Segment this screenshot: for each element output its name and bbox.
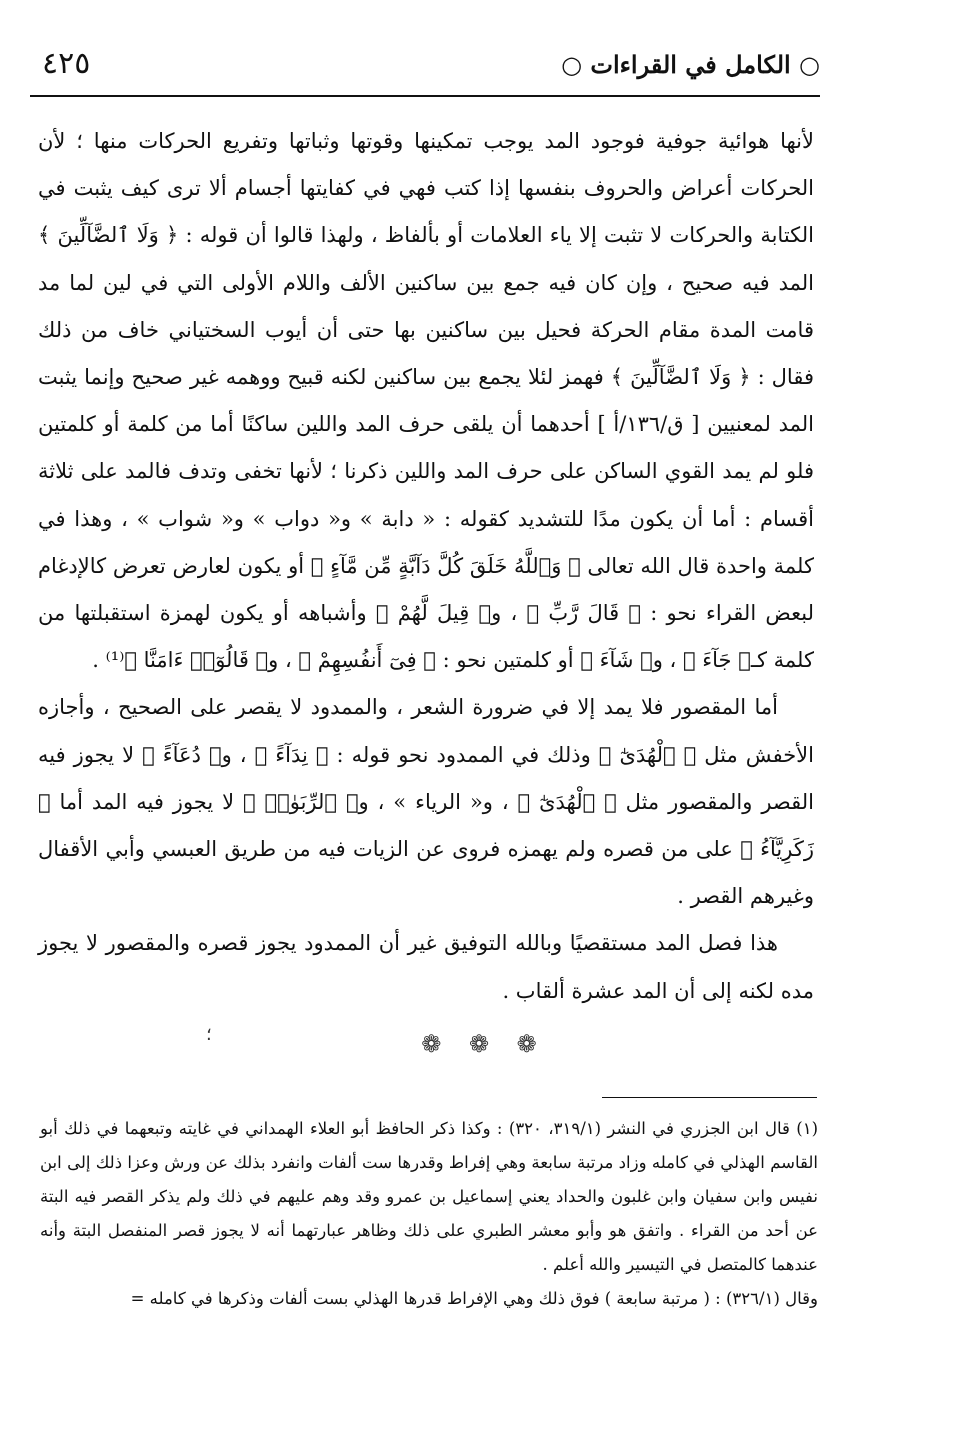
main-text xyxy=(38,118,814,1015)
page-header xyxy=(30,44,820,90)
section-end-ornament: ❁ ❁ ❁ xyxy=(421,1030,547,1058)
footnote-1: (١) قال ابن الجزري في النشر (٣١٩/١، ٣٢٠) : وكذا ذكر الحافظ أبو العلاء الهمداني في غايته وتبعهما في ذلك أبو القاسم الهذلي في كامله وزاد مرتبة سابعة وهي إفراط وقدرها ست ألفات وانفرد بذلك عن ورش وعزا ذلك إلى ابن نفيس وابن سفيان وابن غلبون والحداد يعني إسماعيل بن عمرو وقد وهم عليهم في ذلك ولم يذكر القصر فيه البتة عن أحد من القراء . واتفق هو وأبو معشر الطبري على ذلك وظاهر عبارتهما أنه لا يجوز قصر المنفصل البتة وأنه عندهما كالمتصل في التيسير والله أعلم . xyxy=(40,1119,818,1274)
page-number: ٤٢٥ xyxy=(42,46,91,81)
running-title: ○ الكامل في القراءات ○ xyxy=(561,50,820,79)
stray-mark: ؛ xyxy=(206,1024,212,1045)
header-rule xyxy=(30,95,820,97)
footnotes xyxy=(40,1112,818,1316)
paragraph-2: أما المقصور فلا يمد إلا في ضرورة الشعر ، والممدود لا يقصر على الصحيح ، وأجازه الأخفش مثل ﴿ ٱلْهُدَىٰٓ ﴾ وذلك في الممدود نحو قوله : ﴿ نِدَآءً ﴾ ، و﴿ دُعَآءً ﴾ لا يجوز فيه القصر والمقصور مثل ﴿ ٱلْهُدَىٰٓ ﴾ ، و« الرياء » ، و﴿ ٱلرِّبَوٰا۟ ﴾ لا يجوز فيه المد أما ﴿ زَكَرِيَّآءُ ﴾ على من قصره ولم يهمزه فروى عن الزيات فيه من طريق العبسي وأبي الأقفال وغيرهم القصر . xyxy=(38,695,814,909)
paragraph-1: لأنها هوائية جوفية فوجود المد يوجب تمكينها وقوتها وثباتها وتفريع الحركات منها ؛ لأن الحركات أعراض والحروف بنفسها إذا كتب فهي في كفايتها أجسام ألا ترى كيف يثبت في الكتابة والحركات لا تثبت إلا ياء العلامات أو بألفاظ ، ولهذا قالوا أن قوله : ﴿ وَلَا ٱلضَّآلِّينَ ﴾ المد فيه صحيح ، وإن كان فيه جمع بين ساكنين الألف واللام الأولى التي في لين لما مد قامت المدة مقام الحركة فحيل بين ساكنين بها حتى أن أيوب السختياني خاف من ذلك فقال : ﴿ وَلَا ٱلضَّآلِّينَ ﴾ فهمز لئلا يجمع بين ساكنين لكنه قبيح ووهمه غير صحيح وإنما يثبت المد لمعنيين [ ق/١٣٦/أ ] أحدهما أن يلقى حرف المد واللين ساكنًا أما من كلمة أو كلمتين فلو لم يمد القوي الساكن على حرف المد واللين ذكرنا ؛ لأنها تخفى وتدف فالمد على ثلاثة أقسام : أما أن يكون مدًا للتشديد كقوله : « دابة » و« دواب » و« شواب » ، وهذا في كلمة واحدة قال الله تعالى ﴿ وَٱللَّهُ خَلَقَ كُلَّ دَآبَّةٍ مِّن مَّآءٍ ﴾ أو يكون لعارض تعرض كالإدغام لبعض القراء نحو : ﴿ قَالَ رَّبِّ ﴾ ، و﴿ قِيلَ لَّهُمْ ﴾ وأشباهه أو يكون لهمزة استقبلتها من كلمة كـ﴿ جَآءَ ﴾ ، و﴿ شَآءَ ﴾ أو كلمتين نحو : ﴿ فِىٓ أَنفُسِهِمْ ﴾ ، و﴿ قَالُوٓا۟ ءَامَنَّا ﴾⁽¹⁾ . xyxy=(38,129,814,673)
paragraph-3: هذا فصل المد مستقصيًا وبالله التوفيق غير أن الممدود يجوز قصره والمقصور لا يجوز مده لكنه إلى أن المد عشرة ألقاب . xyxy=(38,931,814,1003)
footnote-rule xyxy=(602,1097,817,1098)
footnote-1-continued: وقال (٣٢٦/١) : ( مرتبة سابعة ) فوق ذلك وهي الإفراط قدرها الهذلي بست ألفات وذكرها في كامله = xyxy=(130,1289,818,1308)
